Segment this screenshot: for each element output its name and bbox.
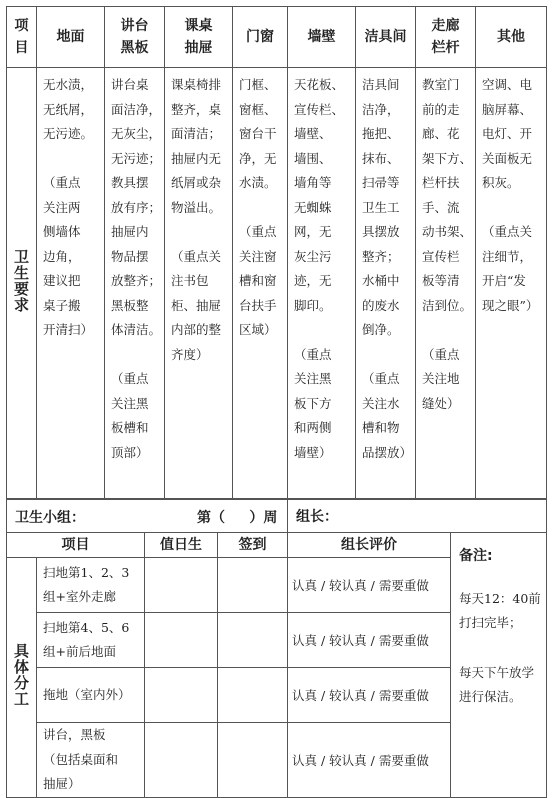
task-item: 扫地第1、2、3 组+室外走廊 xyxy=(37,558,145,613)
leader-cell xyxy=(288,500,547,533)
task-item: 拖地（室内外） xyxy=(37,668,145,723)
duty-student-field[interactable] xyxy=(145,668,218,723)
header-door-window: 门窗 xyxy=(233,7,288,68)
sign-in-field[interactable] xyxy=(218,668,288,723)
cell-floor: 无水渍， 无纸屑， 无污迹。 （重点 关注两 侧墙体 边角， 建议把 桌子搬 开清扫） xyxy=(37,68,105,499)
header-wall: 墙壁 xyxy=(288,7,356,68)
sign-in-field[interactable] xyxy=(218,613,288,668)
task-item: 扫地第4、5、6 组+前后地面 xyxy=(37,613,145,668)
notes-line-2: 每天下午放学 进行保洁。 xyxy=(459,665,535,704)
duty-assignment-table xyxy=(6,499,547,798)
cell-corridor-railing: 教室门 前的走 廊、花 架下方、 栏杆扶 手、流 动书架、 宣传栏 板等清 洁到位。 （重点 关注地 缝处） xyxy=(416,68,476,499)
notes-title: 备注: xyxy=(459,548,493,564)
group-label: 卫生小组： xyxy=(15,510,85,526)
cell-other: 空调、电 脑屏幕、 电灯、开 关面板无 积灰。 （重点关 注细节， 开启“发 现之眼”） xyxy=(476,68,547,499)
header-task: 项目 xyxy=(7,533,145,558)
group-info-cell xyxy=(7,500,288,533)
evaluation-options[interactable]: 认真 / 较认真 / 需要重做 xyxy=(288,558,451,613)
notes-line-1: 每天12：40前 打扫完毕； xyxy=(459,591,541,630)
hygiene-requirements-table xyxy=(6,6,547,499)
header-corridor-railing: 走廊 栏杆 xyxy=(416,7,476,68)
cell-door-window: 门框、 窗框、 窗台干 净，无 水渍。 （重点 关注窗 槽和窗 台扶手 区域） xyxy=(233,68,288,499)
header-janitor-room: 洁具间 xyxy=(356,7,416,68)
header-leader-evaluation: 组长评价 xyxy=(288,533,451,558)
row-label-text: 卫生要求 xyxy=(12,249,30,313)
duty-student-field[interactable] xyxy=(145,723,218,798)
header-other: 其他 xyxy=(476,7,547,68)
notes-cell xyxy=(451,533,547,798)
cell-podium-blackboard: 讲台桌 面洁净， 无灰尘， 无污迹； 教具摆 放有序； 抽屉内 物品摆 放整齐； 黑板整 体清洁。 （重点 关注黑 板槽和 顶部） xyxy=(105,68,165,499)
evaluation-options[interactable]: 认真 / 较认真 / 需要重做 xyxy=(288,668,451,723)
header-duty-student: 值日生 xyxy=(145,533,218,558)
cell-janitor-room: 洁具间 洁净， 拖把、 抹布、 扫帚等 卫生工 具摆放 整齐； 水桶中 的废水 倒净。 （重点 关注水 槽和物 品摆放） xyxy=(356,68,416,499)
header-desk-drawer: 课桌 抽屉 xyxy=(165,7,233,68)
duty-student-field[interactable] xyxy=(145,613,218,668)
sign-in-field[interactable] xyxy=(218,723,288,798)
row-label-hygiene-requirements xyxy=(7,68,37,499)
evaluation-options[interactable]: 认真 / 较认真 / 需要重做 xyxy=(288,723,451,798)
week-label: 第（ ）周 xyxy=(197,510,278,526)
row-label-assignment xyxy=(7,558,37,798)
evaluation-options[interactable]: 认真 / 较认真 / 需要重做 xyxy=(288,613,451,668)
row-label-assignment-text: 具体分工 xyxy=(12,643,30,708)
task-item: 讲台，黑板 （包括桌面和 抽屉） xyxy=(37,723,145,798)
leader-label: 组长： xyxy=(296,509,338,525)
duty-student-field[interactable] xyxy=(145,558,218,613)
cell-desk-drawer: 课桌椅排 整齐，桌 面清洁； 抽屉内无 纸屑或杂 物溢出。 （重点关 注书包 柜、抽屉 内部的整 齐度） xyxy=(165,68,233,499)
sign-in-field[interactable] xyxy=(218,558,288,613)
header-sign-in: 签到 xyxy=(218,533,288,558)
header-podium-blackboard: 讲台 黑板 xyxy=(105,7,165,68)
cell-wall: 天花板、 宣传栏、 墙壁、 墙围、 墙角等 无蜘蛛 网，无 灰尘污 迹，无 脚印。 （重点 关注黑 板下方 和两侧 墙壁） xyxy=(288,68,356,499)
header-item: 项 目 xyxy=(7,7,37,68)
header-floor: 地面 xyxy=(37,7,105,68)
